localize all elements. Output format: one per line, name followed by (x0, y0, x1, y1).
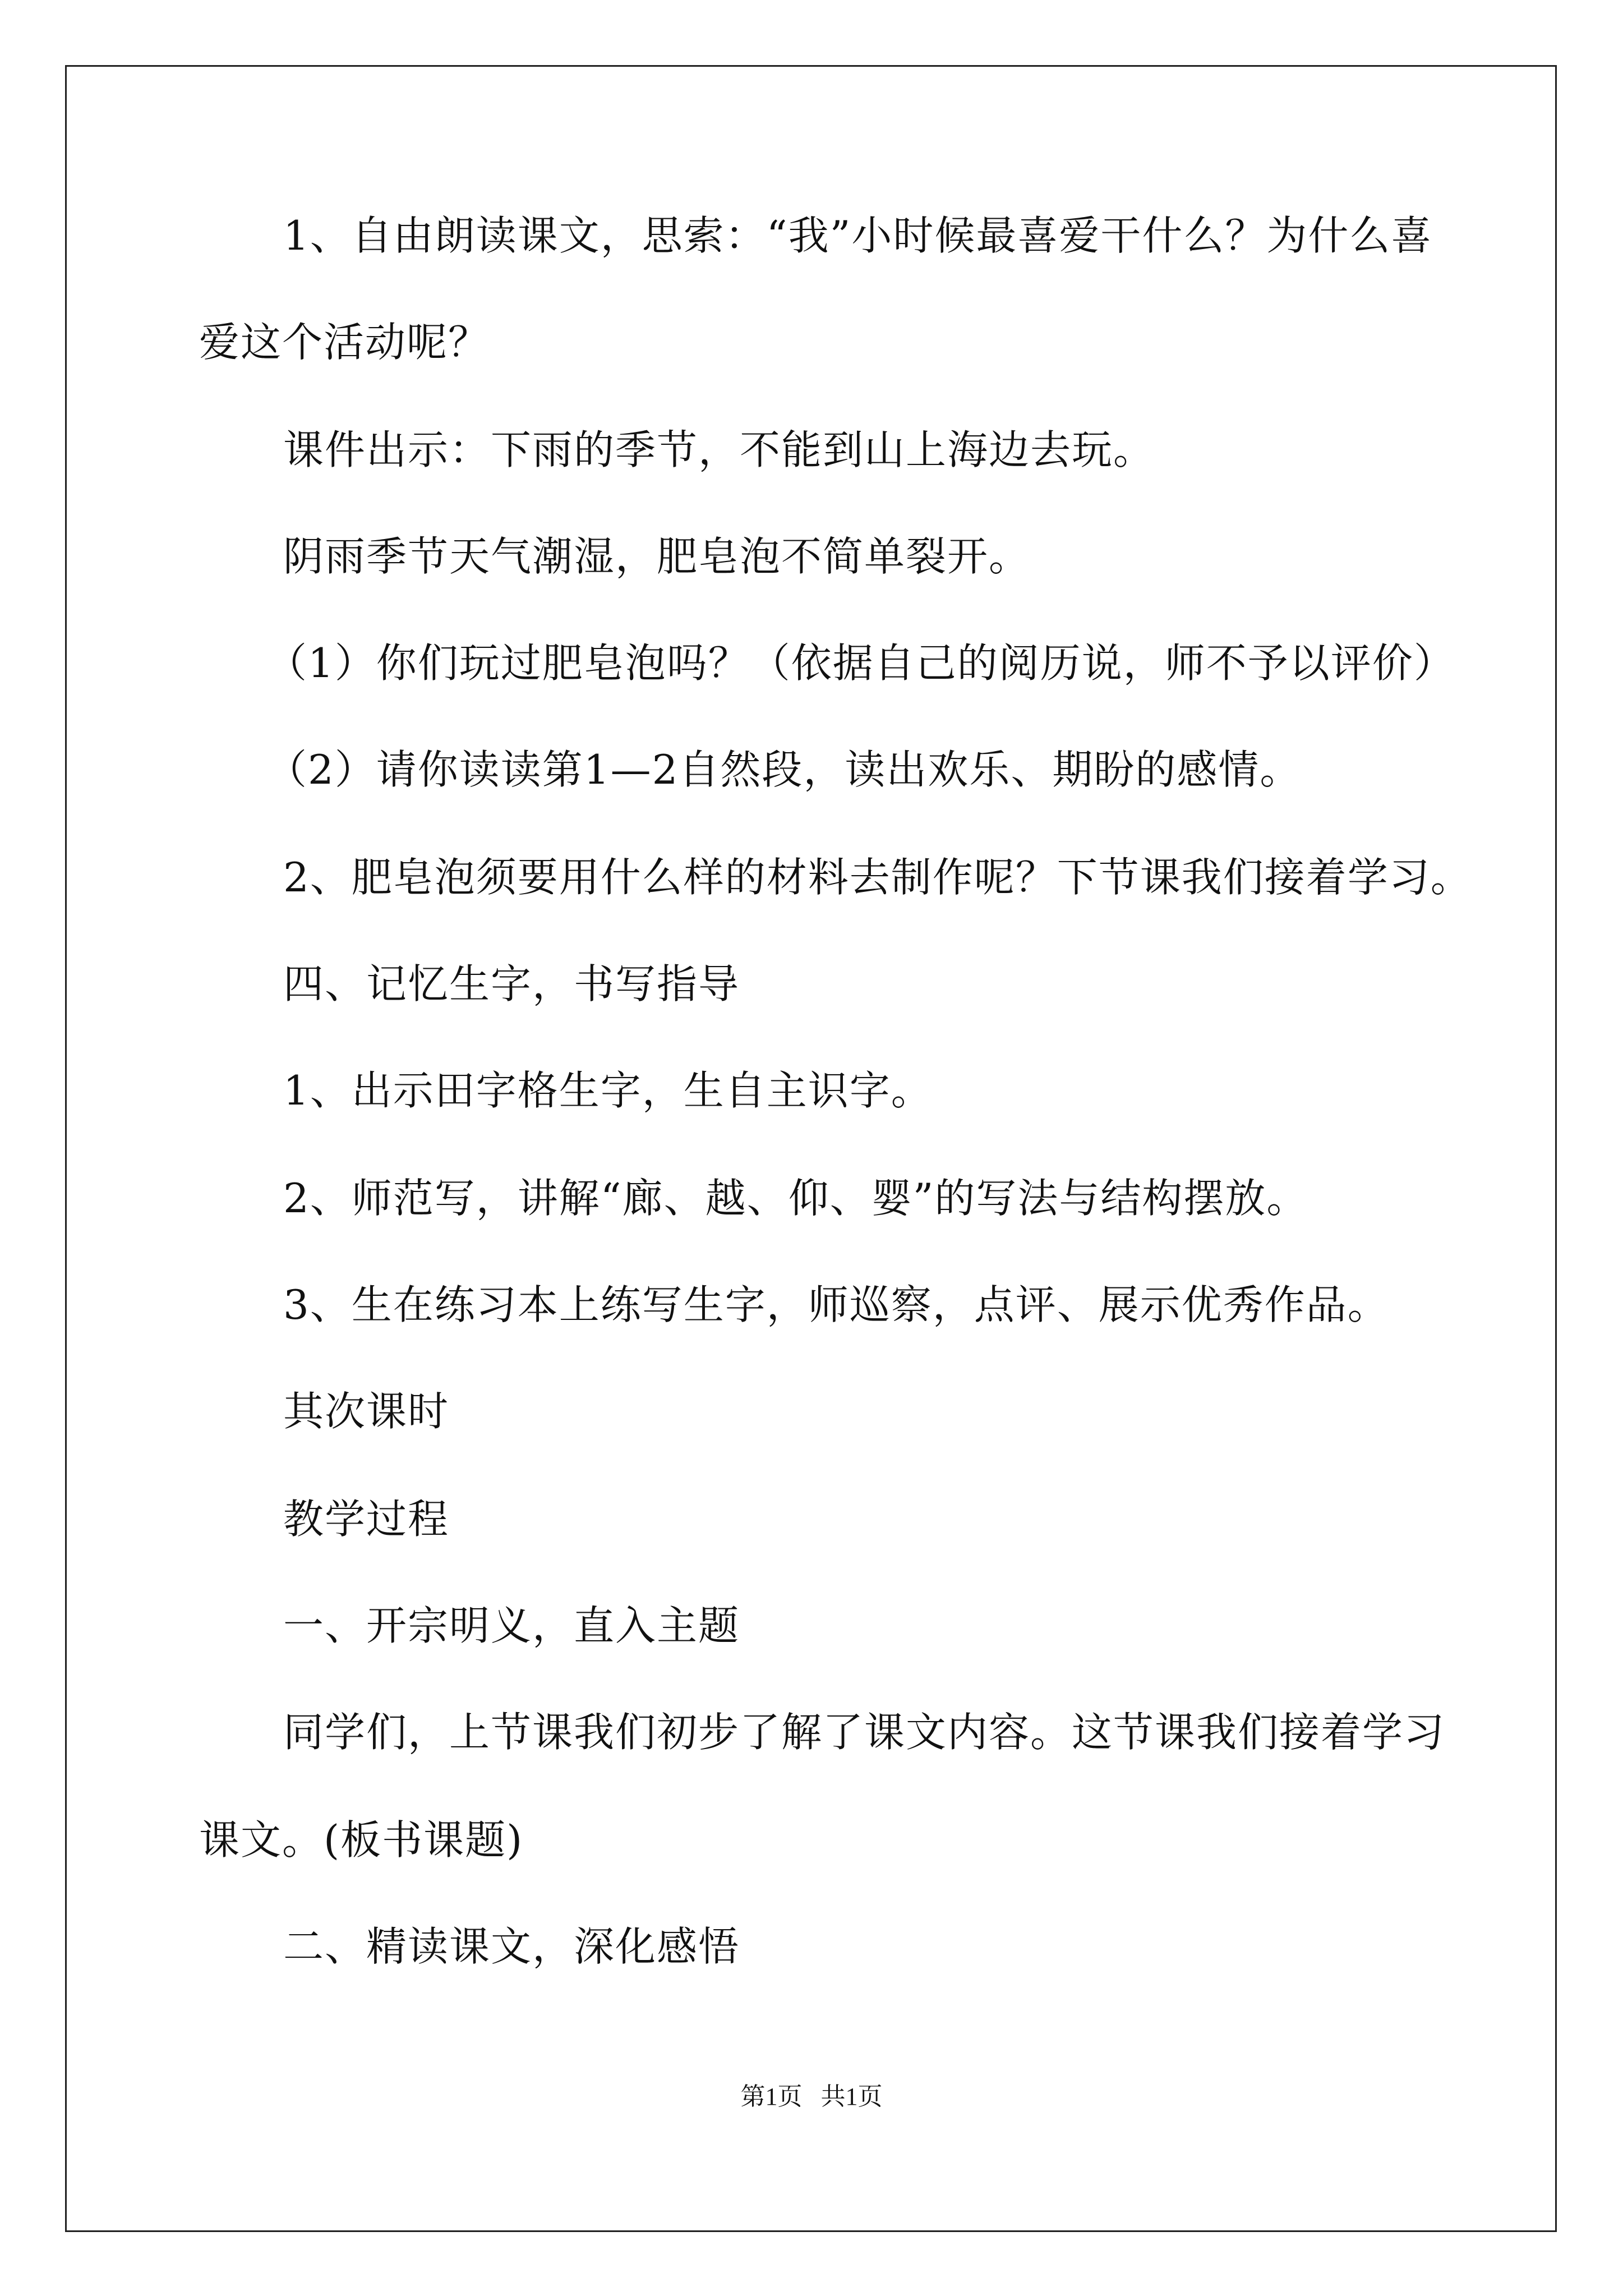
page-footer: 第1页 共1页 (740, 2083, 883, 2110)
paragraph: 1、出示田字格生字，生自主识字。 (283, 1067, 933, 1114)
page-border (65, 65, 1557, 2232)
paragraph: 一、开宗明义，直入主题 (283, 1602, 740, 1649)
paragraph: 阴雨季节天气潮湿，肥皂泡不简单裂开。 (283, 533, 1031, 580)
paragraph: 3、生在练习本上练写生字，师巡察，点评、展示优秀作品。 (283, 1281, 1389, 1328)
paragraph: 课文。(板书课题) (199, 1816, 524, 1864)
paragraph: 1、自由朗读课文，思索：“我”小时候最喜爱干什么？为什么喜 (283, 212, 1433, 259)
paragraph: （2）请你读读第1—2自然段，读出欢乐、期盼的感情。 (266, 746, 1302, 793)
paragraph: 爱这个活动呢？ (199, 319, 490, 366)
paragraph: 其次课时 (283, 1388, 450, 1435)
paragraph: 同学们，上节课我们初步了解了课文内容。这节课我们接着学习 (283, 1709, 1446, 1756)
paragraph: 2、师范写，讲解“廊、越、仰、婴”的写法与结构摆放。 (283, 1175, 1308, 1222)
paragraph: 课件出示：下雨的季节，不能到山上海边去玩。 (283, 426, 1155, 473)
paragraph: 二、精读课文，深化感悟 (283, 1923, 740, 1970)
paragraph: 教学过程 (283, 1496, 450, 1543)
paragraph: （1）你们玩过肥皂泡吗？（依据自己的阅历说，师不予以评价） (266, 639, 1455, 687)
paragraph: 2、肥皂泡须要用什么样的材料去制作呢？下节课我们接着学习。 (283, 854, 1472, 901)
paragraph: 四、记忆生字，书写指导 (283, 960, 740, 1007)
